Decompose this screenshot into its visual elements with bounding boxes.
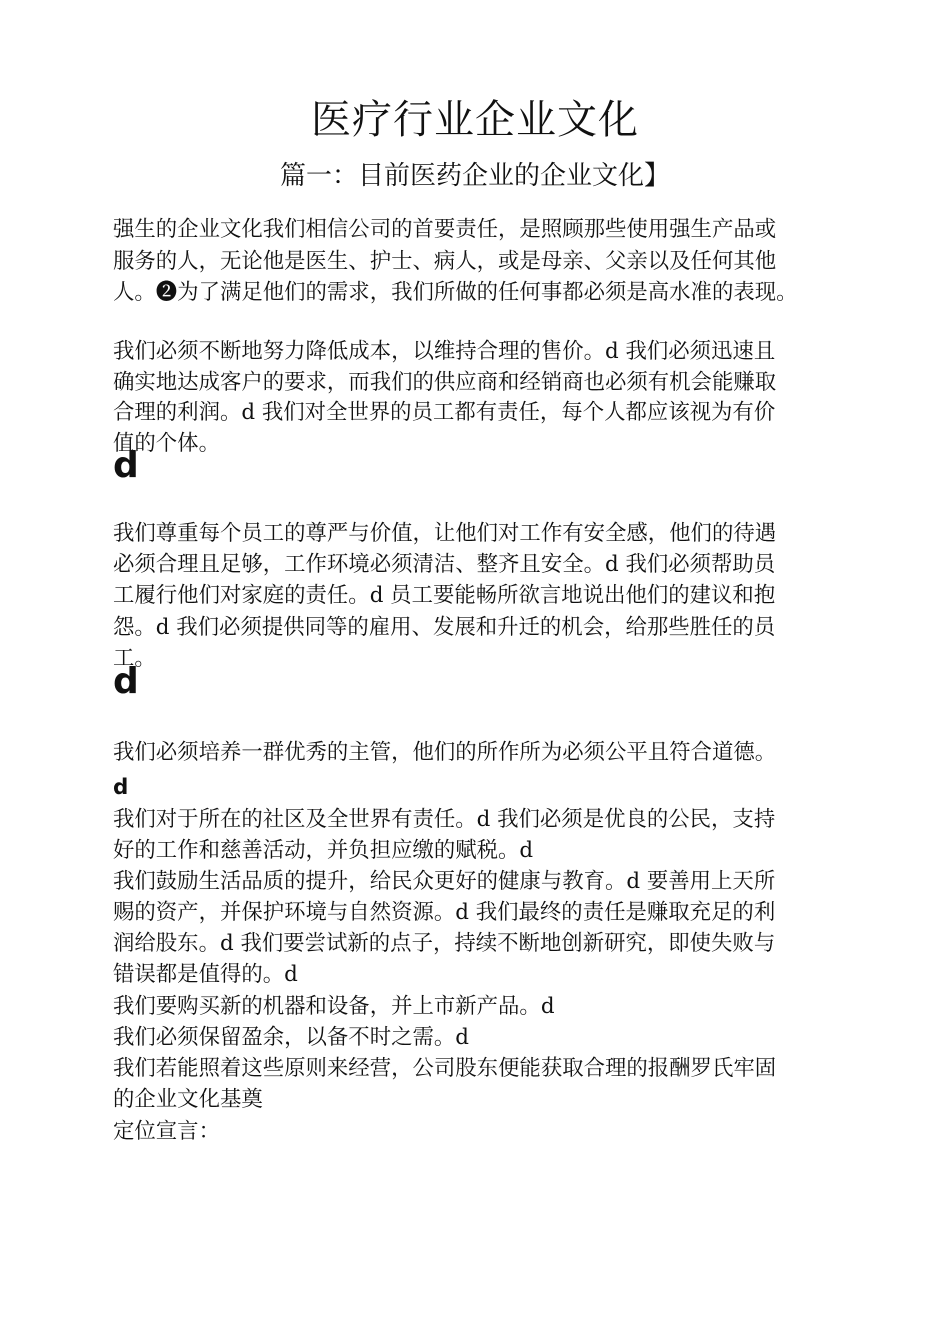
text-line: 必须合理且足够，工作环境必须清洁、整齐且安全。d 我们必须帮助员 — [113, 552, 776, 577]
text-line: 的企业文化基奠 — [113, 1087, 263, 1112]
text-line: 我们对于所在的社区及全世界有责任。d 我们必须是优良的公民，支持 — [113, 807, 776, 832]
text-line: 我们必须不断地努力降低成本，以维持合理的售价。d 我们必须迅速且 — [113, 339, 776, 364]
text-line: 我们鼓励生活品质的提升，给民众更好的健康与教育。d 要善用上天所 — [113, 869, 776, 894]
text-line: 定位宣言： — [113, 1119, 220, 1144]
text-line: d — [113, 775, 129, 800]
bullet-mark: d — [113, 661, 139, 702]
text-line: 我们必须保留盈余，以备不时之需。d — [113, 1025, 469, 1050]
text-line: 工履行他们对家庭的责任。d 员工要能畅所欲言地说出他们的建议和抱 — [113, 583, 776, 608]
text-line: 合理的利润。d 我们对全世界的员工都有责任，每个人都应该视为有价 — [113, 400, 776, 425]
page-subtitle: 篇一：目前医药企业的企业文化】 — [279, 161, 670, 191]
text-line: 强生的企业文化我们相信公司的首要责任，是照顾那些使用强生产品或 — [113, 217, 777, 242]
text-line: 润给股东。d 我们要尝试新的点子，持续不断地创新研究，即使失败与 — [113, 931, 776, 956]
text-line: 我们若能照着这些原则来经营，公司股东便能获取合理的报酬罗氏牢固 — [113, 1056, 777, 1081]
text-line: 值的个体。 — [113, 431, 220, 456]
text-line: 我们要购买新的机器和设备，并上市新产品。d — [113, 994, 555, 1019]
text-line: 人。❷为了满足他们的需求，我们所做的任何事都必须是高水准的表现。 — [113, 280, 798, 305]
text-line: 错误都是值得的。d — [113, 962, 298, 987]
text-line: 好的工作和慈善活动，并负担应缴的赋税。d — [113, 838, 534, 863]
text-line: 怨。d 我们必须提供同等的雇用、发展和升迁的机会，给那些胜任的员 — [113, 615, 776, 640]
text-line: 我们尊重每个员工的尊严与价值，让他们对工作有安全感，他们的待遇 — [113, 521, 777, 546]
text-line: 赐的资产，并保护环境与自然资源。d 我们最终的责任是赚取充足的利 — [113, 900, 776, 925]
bullet-mark: d — [113, 445, 139, 486]
text-line: 服务的人，无论他是医生、护士、病人，或是母亲、父亲以及任何其他 — [113, 249, 777, 274]
text-line: 确实地达成客户的要求，而我们的供应商和经销商也必须有机会能赚取 — [113, 370, 777, 395]
text-line: 工。 — [113, 646, 156, 671]
text-line: 我们必须培养一群优秀的主管，他们的所作所为必须公平且符合道德。 — [113, 740, 777, 765]
page-title: 医疗行业企业文化 — [311, 97, 639, 143]
